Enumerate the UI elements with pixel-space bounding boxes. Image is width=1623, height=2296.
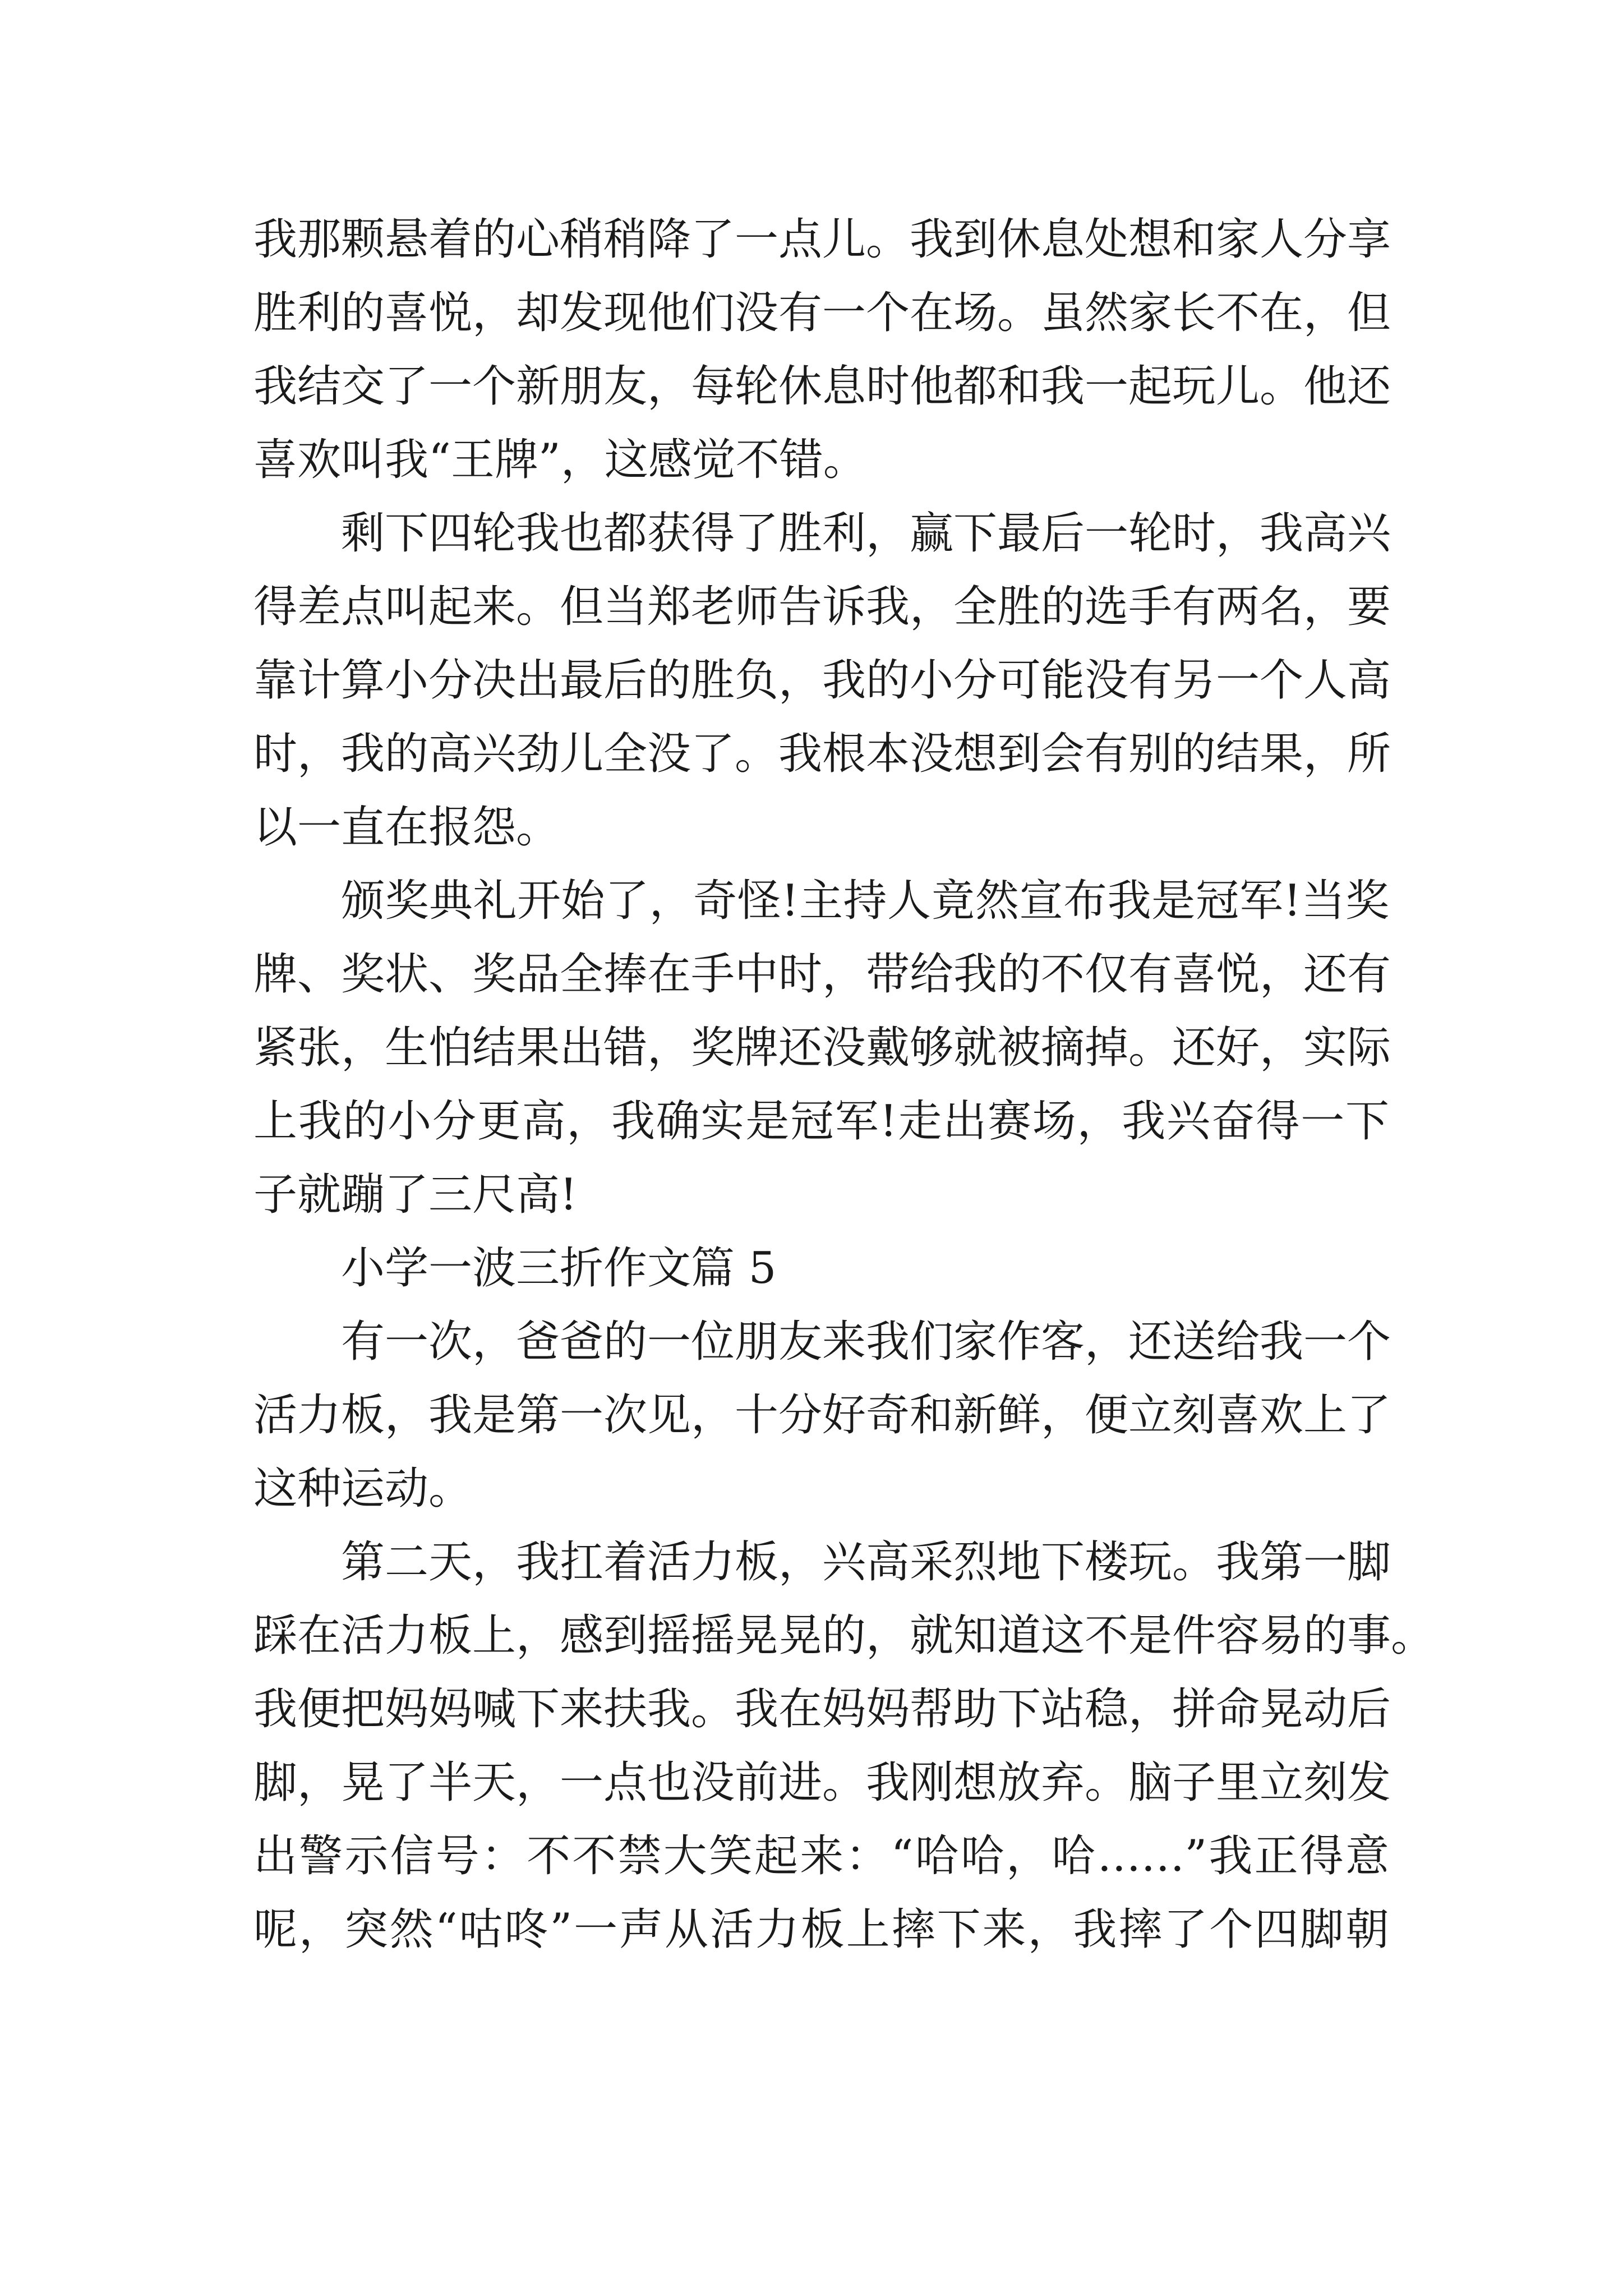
text-line: 牌、奖状、奖品全捧在手中时，带给我的不仅有喜悦，还有 xyxy=(253,949,1391,1000)
text-line: 胜利的喜悦，却发现他们没有一个在场。虽然家长不在，但 xyxy=(253,288,1391,338)
body-text xyxy=(253,203,1435,1967)
text-line: 脚，晃了半天，一点也没前进。我刚想放弃。脑子里立刻发 xyxy=(253,1757,1391,1808)
text-line: 紧张，生怕结果出错，奖牌还没戴够就被摘掉。还好，实际 xyxy=(253,1023,1391,1073)
text-line: 呢，突然“咕咚”一声从活力板上摔下来，我摔了个四脚朝 xyxy=(253,1904,1389,1955)
paragraph-first-line: 有一次，爸爸的一位朋友来我们家作客，还送给我一个 xyxy=(341,1317,1391,1367)
text-line: 活力板，我是第一次见，十分好奇和新鲜，便立刻喜欢上了 xyxy=(253,1390,1391,1441)
text-line: 子就蹦了三尺高! xyxy=(253,1170,578,1220)
text-line: 以一直在报怨。 xyxy=(253,802,560,853)
text-line: 喜欢叫我“王牌”，这感觉不错。 xyxy=(253,435,867,485)
text-line: 出警示信号：不不禁大笑起来：“哈哈，哈……”我正得意 xyxy=(253,1831,1389,1881)
paragraph-first-line: 剩下四轮我也都获得了胜利，赢下最后一轮时，我高兴 xyxy=(341,508,1391,559)
text-line: 这种运动。 xyxy=(253,1464,473,1514)
text-line: 我便把妈妈喊下来扶我。我在妈妈帮助下站稳，拼命晃动后 xyxy=(253,1684,1391,1734)
text-line: 上我的小分更高，我确实是冠军!走出赛场，我兴奋得一下 xyxy=(253,1096,1389,1147)
text-line: 时，我的高兴劲儿全没了。我根本没想到会有别的结果，所 xyxy=(253,729,1391,779)
paragraph-first-line: 第二天，我扛着活力板，兴高采烈地下楼玩。我第一脚 xyxy=(341,1537,1391,1588)
section-heading: 小学一波三折作文篇 5 xyxy=(341,1243,777,1294)
text-line: 我结交了一个新朋友，每轮休息时他都和我一起玩儿。他还 xyxy=(253,361,1391,412)
text-line: 我那颗悬着的心稍稍降了一点儿。我到休息处想和家人分享 xyxy=(253,214,1391,265)
paragraph-first-line: 颁奖典礼开始了，奇怪!主持人竟然宣布我是冠军!当奖 xyxy=(341,876,1389,926)
text-line: 踩在活力板上，感到摇摇晃晃的，就知道这不是件容易的事。 xyxy=(253,1611,1435,1661)
text-line: 得差点叫起来。但当郑老师告诉我，全胜的选手有两名，要 xyxy=(253,582,1391,632)
text-line: 靠计算小分决出最后的胜负，我的小分可能没有另一个人高 xyxy=(253,655,1391,706)
